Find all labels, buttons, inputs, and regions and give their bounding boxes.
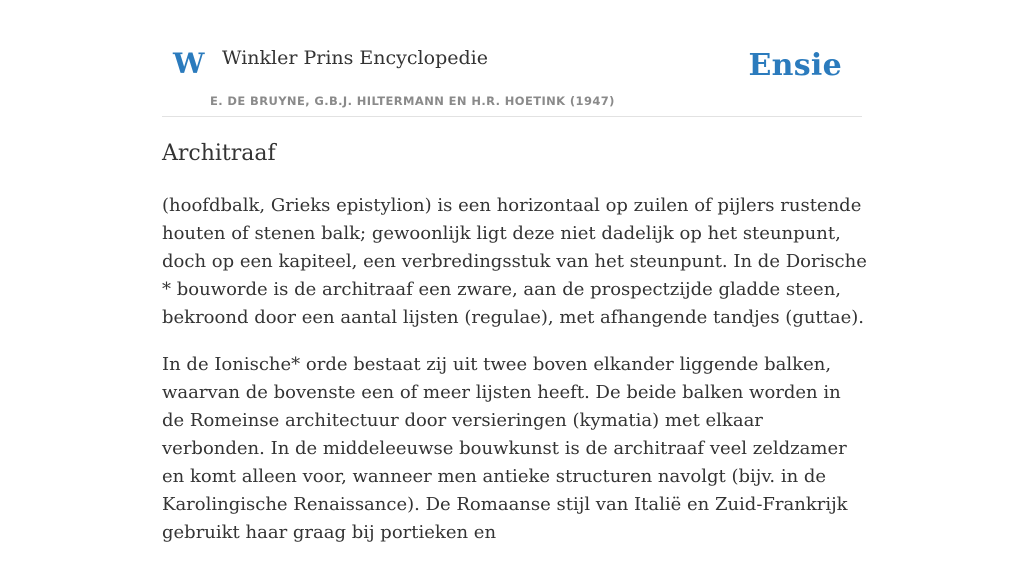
site-header bbox=[162, 0, 862, 117]
publication-authors: E. DE BRUYNE, G.B.J. HILTERMANN EN H.R. HOETINK (1947) bbox=[210, 94, 615, 108]
article-body bbox=[162, 192, 867, 566]
article-title: Architraaf bbox=[162, 141, 276, 166]
publication-logo[interactable]: W bbox=[173, 47, 205, 80]
brand-logo[interactable]: Ensie bbox=[748, 48, 842, 83]
article-paragraph: In de Ionische* orde bestaat zij uit twee boven elkander liggende balken, waarvan de bovenste een of meer lijsten heeft. De beide balken worden in de Romeinse architectuur door versieringen (kymatia) met elkaar verbonden. In de middeleeuwse bouwkunst is de architraaf veel zeldzamer en komt alleen voor, wanneer men antieke structuren navolgt (bijv. in de Karolingische Renaissance). De Romaanse stijl van Italië en Zuid-Frankrijk gebruikt haar graag bij portieken en bbox=[162, 354, 848, 543]
article-paragraph: (hoofdbalk, Grieks epistylion) is een horizontaal op zuilen of pijlers rustende houten of stenen balk; gewoonlijk ligt deze niet dadelijk op het steunpunt, doch op een kapiteel, een verbredingsstuk van het steunpunt. In de Dorische * bouworde is de architraaf een zware, aan de prospectzijde gladde steen, bekroond door een aantal lijsten (regulae), met afhangende tandjes (guttae). bbox=[162, 195, 867, 328]
publication-title[interactable]: Winkler Prins Encyclopedie bbox=[222, 47, 488, 69]
